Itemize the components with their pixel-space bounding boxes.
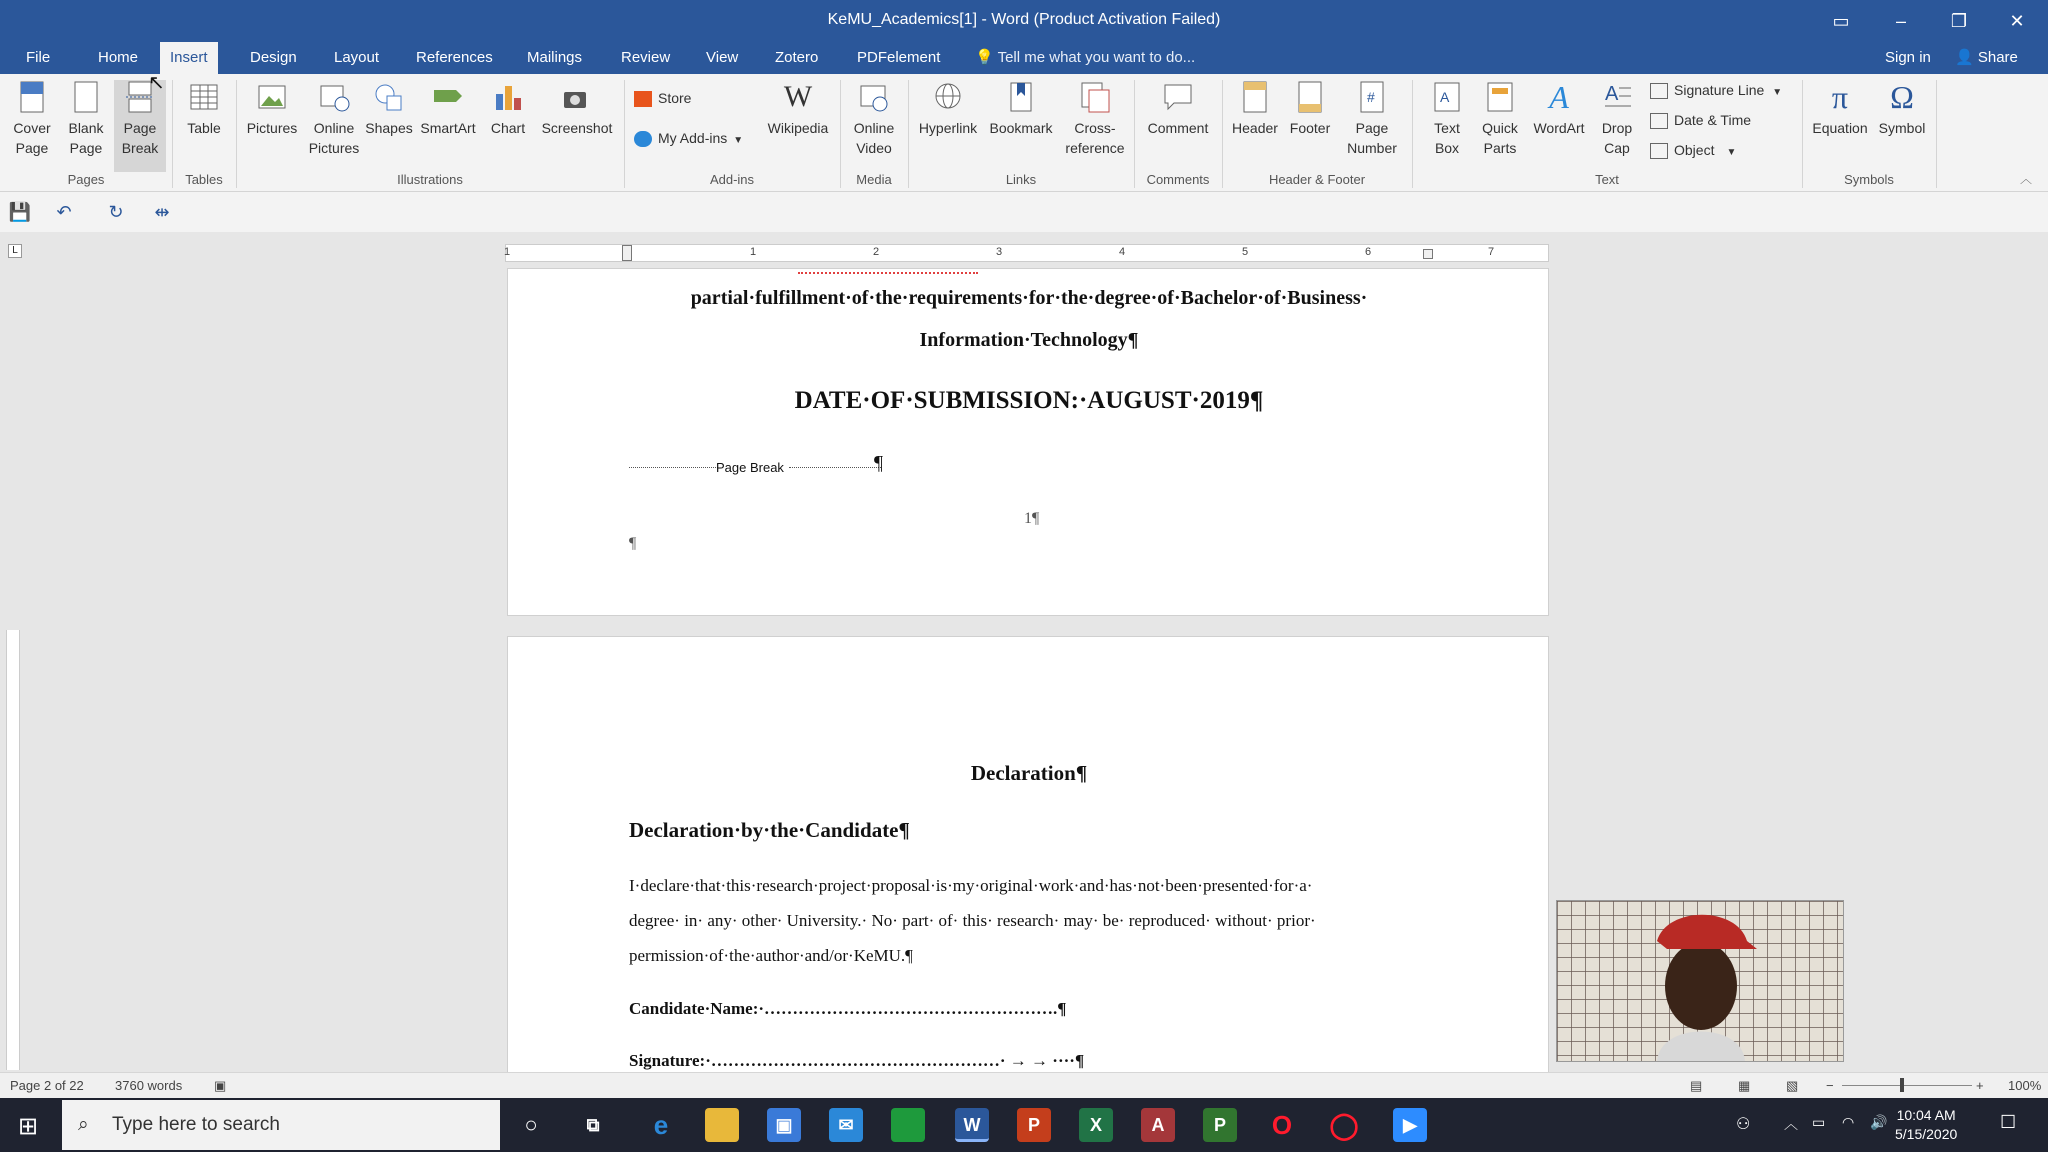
hyperlink-button[interactable] xyxy=(914,80,982,138)
symbol-button[interactable] xyxy=(1874,80,1930,138)
declaration-title: Declaration¶ xyxy=(970,761,1088,785)
zoom-in-icon[interactable]: + xyxy=(1976,1078,1984,1093)
online-pictures-icon xyxy=(318,80,350,114)
cover-page-icon xyxy=(16,80,48,114)
page-count[interactable]: Page 2 of 22 xyxy=(10,1078,84,1093)
task-view-icon[interactable]: ⧉ xyxy=(586,1115,600,1135)
horizontal-ruler[interactable] xyxy=(505,244,1549,262)
ribbon-display-options-icon[interactable]: ▭ xyxy=(1832,11,1850,31)
system-clock[interactable] xyxy=(1895,1106,1957,1144)
vertical-ruler[interactable] xyxy=(6,630,20,1070)
tab-home[interactable]: Home xyxy=(98,49,139,66)
store-button[interactable] xyxy=(634,90,691,107)
blank-page-icon xyxy=(70,80,102,114)
chevron-down-icon: ▼ xyxy=(1726,147,1737,158)
chart-label: Chart xyxy=(490,120,526,136)
wikipedia-button[interactable] xyxy=(762,80,834,138)
declaration-paragraph-line: permission·of·the·author·and/or·KeMU.¶ xyxy=(629,946,913,965)
store-icon xyxy=(634,91,652,107)
page-number-icon xyxy=(1356,80,1388,114)
cross-reference-button[interactable] xyxy=(1060,80,1130,158)
cross-reference-icon xyxy=(1079,80,1111,114)
footer-label: Footer xyxy=(1289,120,1331,136)
tab-insert[interactable]: Insert xyxy=(160,42,218,74)
tab-zotero[interactable]: Zotero xyxy=(775,49,819,66)
mouse-cursor: ↖ xyxy=(148,72,165,94)
tab-view[interactable]: View xyxy=(706,49,739,66)
my-addins-button[interactable] xyxy=(634,130,743,147)
pictures-icon xyxy=(256,80,288,114)
cover-page-label: Cover Page xyxy=(13,120,51,156)
tables-group-label: Tables xyxy=(185,172,223,187)
ruler-number: 5 xyxy=(1242,246,1249,258)
indent-marker[interactable] xyxy=(622,245,632,261)
document-page-2[interactable] xyxy=(507,636,1549,1072)
header-button[interactable] xyxy=(1228,80,1282,138)
wordart-label: WordArt xyxy=(1533,120,1585,136)
drop-cap-icon xyxy=(1601,80,1633,114)
restore-button[interactable]: ❐ xyxy=(1950,11,1968,31)
battery-icon[interactable]: ▭ xyxy=(1812,1114,1826,1130)
document-page-1[interactable] xyxy=(507,268,1549,616)
proofing-icon[interactable]: ▣ xyxy=(214,1078,227,1093)
declaration-subtitle: Declaration·by·the·Candidate¶ xyxy=(629,818,910,842)
quick-parts-label: Quick Parts xyxy=(1482,120,1518,156)
header-icon xyxy=(1239,80,1271,114)
drop-cap-label: Drop Cap xyxy=(1601,120,1633,156)
opera-gx-icon[interactable]: ◯ xyxy=(1329,1110,1359,1140)
page-break-line-left xyxy=(629,467,718,468)
windows-start-icon[interactable]: ⊞ xyxy=(18,1113,39,1140)
wikipedia-label: Wikipedia xyxy=(767,120,829,136)
my-addins-label: My Add-ins xyxy=(658,130,728,146)
quick-access-toolbar xyxy=(0,192,2048,232)
share-label: Share xyxy=(1977,49,2018,66)
equation-label: Equation xyxy=(1812,120,1868,136)
shapes-icon xyxy=(373,80,405,114)
ribbon-tabs xyxy=(0,42,2048,74)
pictures-button[interactable] xyxy=(244,80,300,138)
cover-page-button[interactable] xyxy=(8,80,56,158)
tab-references[interactable]: References xyxy=(416,49,493,66)
clock-time: 10:04 AM xyxy=(1896,1107,1956,1123)
search-icon: ⌕ xyxy=(78,1114,89,1135)
word-count[interactable]: 3760 words xyxy=(115,1078,183,1093)
bookmark-label: Bookmark xyxy=(989,120,1053,136)
volume-icon[interactable]: 🔊 xyxy=(1870,1114,1888,1130)
illustrations-group-label: Illustrations xyxy=(397,172,463,187)
excel-icon[interactable]: X xyxy=(1079,1108,1113,1142)
header-footer-group-label: Header & Footer xyxy=(1268,172,1366,187)
declaration-paragraph-line: I·declare·that·this·research·project·proposal·is·my·original·work·and·has·not·been·presented·for·a· xyxy=(629,876,1313,895)
zoom-slider[interactable] xyxy=(1842,1085,1972,1086)
page-number-button[interactable] xyxy=(1340,80,1404,158)
bookmark-icon xyxy=(1005,80,1037,114)
right-indent-marker[interactable] xyxy=(1423,249,1433,259)
online-video-button[interactable] xyxy=(846,80,902,158)
windows-taskbar xyxy=(0,1098,2048,1152)
tab-design[interactable]: Design xyxy=(250,49,297,66)
hyperlink-label: Hyperlink xyxy=(918,120,978,136)
project-icon[interactable]: P xyxy=(1203,1108,1237,1142)
online-video-icon xyxy=(858,80,890,114)
svg-text:A: A xyxy=(1605,83,1619,105)
zoom-level[interactable]: 100% xyxy=(2008,1078,2042,1093)
date-time-button[interactable] xyxy=(1650,112,1751,129)
table-label: Table xyxy=(187,120,221,136)
people-icon[interactable]: ⚇ xyxy=(1736,1116,1751,1133)
zoom-out-icon[interactable]: − xyxy=(1826,1078,1834,1093)
collapse-ribbon-icon[interactable]: ︿ xyxy=(2020,172,2033,186)
quick-parts-icon xyxy=(1484,80,1516,114)
read-mode-icon[interactable]: ▤ xyxy=(1690,1078,1703,1093)
equation-button[interactable] xyxy=(1808,80,1872,138)
online-video-label: Online Video xyxy=(853,120,895,156)
signature-line: Signature:·……………………………………………· → → ····¶ xyxy=(629,1051,1085,1070)
footer-icon xyxy=(1294,80,1326,114)
webcam-person-image xyxy=(1557,901,1844,1062)
text-box-label: Text Box xyxy=(1434,120,1460,156)
page-break-label: Page Break xyxy=(121,120,159,156)
cross-reference-label: Cross- reference xyxy=(1065,120,1125,156)
chart-icon xyxy=(492,80,524,114)
ruler-number: 3 xyxy=(996,246,1003,258)
clock-date: 5/15/2020 xyxy=(1895,1126,1958,1142)
comment-icon xyxy=(1162,80,1194,114)
comments-group-label: Comments xyxy=(1146,172,1210,187)
my-addins-icon xyxy=(634,131,652,147)
group-divider xyxy=(1936,80,1937,188)
ruler-number: 6 xyxy=(1365,246,1372,258)
zoom-app-icon[interactable]: ▶ xyxy=(1393,1108,1427,1142)
chevron-down-icon: ▼ xyxy=(733,135,744,146)
tell-me-label: Tell me what you want to do... xyxy=(997,49,1196,66)
header-label: Header xyxy=(1232,120,1278,136)
submission-date: DATE·OF·SUBMISSION:·AUGUST·2019¶ xyxy=(794,387,1264,414)
title-bar xyxy=(0,0,2048,42)
doc-text-line: partial·fulfillment·of·the·requirements·for·the·degree·of·Bachelor·of·Business· xyxy=(690,287,1368,309)
tab-mailings[interactable]: Mailings xyxy=(527,49,583,66)
signature-line-icon xyxy=(1650,83,1668,99)
shapes-label: Shapes xyxy=(365,120,413,136)
wifi-icon[interactable]: ◠ xyxy=(1842,1114,1855,1130)
svg-text:#: # xyxy=(1367,89,1375,105)
blank-page-label: Blank Page xyxy=(68,120,104,156)
shapes-button[interactable] xyxy=(364,80,414,138)
search-placeholder: Type here to search xyxy=(112,1114,280,1135)
spelling-underline xyxy=(798,269,978,274)
lightbulb-icon: 💡 xyxy=(975,49,998,66)
chart-button[interactable] xyxy=(484,80,532,138)
ruler-number: 7 xyxy=(1488,246,1495,258)
page-break-qat-icon[interactable]: ⇹ xyxy=(154,202,170,222)
drop-cap-button[interactable] xyxy=(1592,80,1642,158)
taskbar-search[interactable] xyxy=(62,1100,500,1150)
notifications-icon[interactable]: ☐ xyxy=(2000,1112,2017,1132)
page-break-line-right xyxy=(789,467,881,468)
object-icon xyxy=(1650,143,1668,159)
pi-icon: π xyxy=(1831,79,1849,115)
blank-page-button[interactable] xyxy=(62,80,110,158)
word-icon[interactable]: W xyxy=(955,1108,989,1142)
text-group-label: Text xyxy=(1595,172,1619,187)
bookmark-button[interactable] xyxy=(984,80,1058,138)
addins-group-label: Add-ins xyxy=(709,172,755,187)
candidate-name-line: Candidate·Name:·…………………………………………….¶ xyxy=(629,999,1067,1018)
screenshot-button[interactable] xyxy=(538,80,616,138)
declaration-paragraph-line: degree· in· any· other· University.· No· part· of· this· research· may· be· reproduced· without· prior· xyxy=(629,911,1316,930)
pages-group-label: Pages xyxy=(67,172,105,187)
table-button[interactable] xyxy=(180,80,228,138)
zoom-slider-thumb[interactable] xyxy=(1900,1078,1904,1092)
screenshot-label: Screenshot xyxy=(541,120,613,136)
page-break-marker: Page Break xyxy=(716,460,784,475)
smartart-label: SmartArt xyxy=(420,120,476,136)
ruler-number: 1 xyxy=(750,246,757,258)
online-pictures-label: Online Pictures xyxy=(308,120,360,156)
redo-icon[interactable]: ↻ xyxy=(108,202,124,222)
chevron-down-icon: ▼ xyxy=(1772,87,1783,98)
links-group-label: Links xyxy=(1005,172,1037,187)
page-number: 1¶ xyxy=(1024,510,1040,527)
calendar-icon xyxy=(1650,113,1668,129)
save-icon[interactable]: 💾 xyxy=(8,202,32,222)
ruler-number: 4 xyxy=(1119,246,1126,258)
tab-pdfelement[interactable]: PDFelement xyxy=(857,49,941,66)
powerpoint-icon[interactable]: P xyxy=(1017,1108,1051,1142)
green-app-icon[interactable] xyxy=(891,1108,925,1142)
edge-icon[interactable]: e xyxy=(653,1110,669,1140)
web-layout-icon[interactable]: ▧ xyxy=(1786,1078,1799,1093)
share-button[interactable] xyxy=(1955,42,2018,73)
text-box-button[interactable] xyxy=(1418,80,1476,158)
minimize-button[interactable]: – xyxy=(1895,11,1906,31)
access-icon[interactable]: A xyxy=(1141,1108,1175,1142)
signature-line-label: Signature Line xyxy=(1674,82,1765,98)
date-time-label: Date & Time xyxy=(1674,112,1752,128)
hyperlink-icon xyxy=(932,80,964,114)
window-title: KeMU_Academics[1] - Word (Product Activation Failed) xyxy=(827,11,1221,28)
smartart-icon xyxy=(432,80,464,114)
page-number-label: Page Number xyxy=(1347,120,1397,156)
table-icon xyxy=(188,80,220,114)
undo-icon[interactable]: ↶ xyxy=(56,202,72,222)
comment-button[interactable] xyxy=(1140,80,1216,138)
text-box-icon xyxy=(1431,80,1463,114)
comment-label: Comment xyxy=(1147,120,1209,136)
tab-review[interactable]: Review xyxy=(621,49,671,66)
paragraph-mark: ¶ xyxy=(629,535,637,552)
screenshot-icon xyxy=(561,80,593,114)
tab-layout[interactable]: Layout xyxy=(334,49,380,66)
ruler-number: 1 xyxy=(504,246,511,258)
cortana-icon[interactable]: ○ xyxy=(524,1112,538,1137)
chevron-up-icon[interactable]: ︿ xyxy=(1784,1116,1798,1132)
person-icon: 👤 xyxy=(1955,49,1978,66)
omega-icon: Ω xyxy=(1890,79,1914,115)
svg-text:A: A xyxy=(1440,89,1450,105)
symbol-label: Symbol xyxy=(1878,120,1926,136)
store-taskbar-icon[interactable]: ▣ xyxy=(767,1108,801,1142)
sign-in-link[interactable]: Sign in xyxy=(1885,49,1931,66)
online-pictures-button[interactable] xyxy=(306,80,362,158)
signature-line-button[interactable] xyxy=(1650,82,1782,99)
tab-selector[interactable]: L xyxy=(8,244,22,258)
close-button[interactable]: ✕ xyxy=(2009,11,2025,31)
wikipedia-icon: W xyxy=(783,80,813,113)
status-bar xyxy=(0,1072,2048,1098)
ruler-number: 2 xyxy=(873,246,880,258)
ribbon xyxy=(0,74,2048,192)
quick-parts-button[interactable] xyxy=(1472,80,1528,158)
webcam-overlay xyxy=(1556,900,1844,1062)
doc-text-line: Information·Technology¶ xyxy=(919,329,1139,351)
print-layout-icon[interactable]: ▦ xyxy=(1738,1078,1751,1093)
opera-icon[interactable]: O xyxy=(1271,1110,1293,1140)
pictures-label: Pictures xyxy=(246,120,298,136)
file-explorer-icon[interactable] xyxy=(705,1108,739,1142)
symbols-group-label: Symbols xyxy=(1844,172,1894,187)
paragraph-mark: ¶ xyxy=(874,452,884,474)
wordart-button[interactable] xyxy=(1530,80,1588,138)
wordart-icon: A xyxy=(1549,79,1569,115)
footer-button[interactable] xyxy=(1284,80,1336,138)
mail-icon[interactable]: ✉ xyxy=(829,1108,863,1142)
tell-me-box[interactable] xyxy=(975,42,1195,73)
smartart-button[interactable] xyxy=(418,80,478,138)
object-button[interactable] xyxy=(1650,142,1736,159)
object-label: Object xyxy=(1674,142,1715,158)
store-label: Store xyxy=(658,90,692,106)
tab-file[interactable]: File xyxy=(26,49,51,66)
media-group-label: Media xyxy=(856,172,892,187)
